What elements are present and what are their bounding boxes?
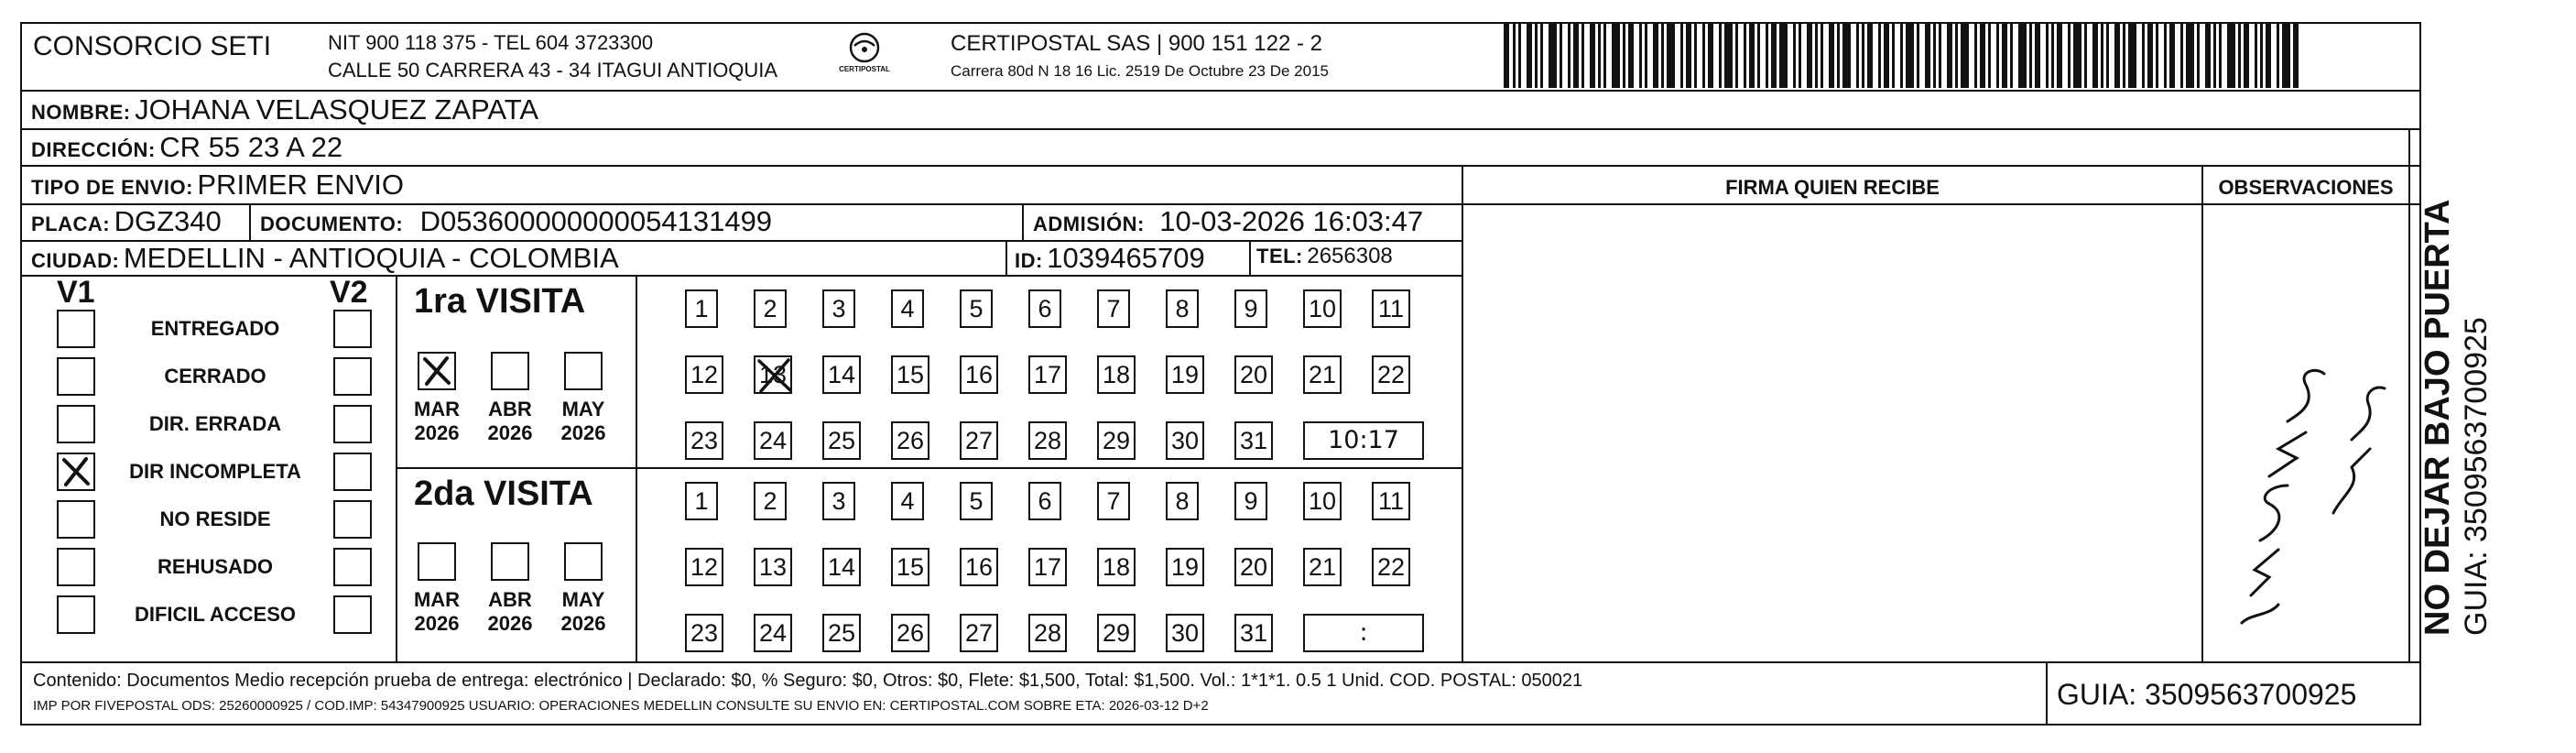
day-15-box[interactable]: 15 [891,355,929,394]
day-21-box[interactable]: 21 [1303,548,1342,586]
admision-label: ADMISIÓN: [1033,213,1145,235]
month-label [553,398,614,445]
day-6-box[interactable]: 6 [1028,289,1061,328]
observations-header: OBSERVACIONES [2218,176,2394,199]
day-25-box[interactable]: 25 [822,614,861,652]
ciudad-label: CIUDAD: [31,249,120,272]
month-checkbox[interactable] [564,542,603,581]
day-31-box[interactable]: 31 [1234,614,1273,652]
month-checkbox[interactable] [418,352,456,390]
day-22-box[interactable]: 22 [1372,548,1410,586]
v2-checkbox[interactable] [333,405,372,443]
admision-value: 10-03-2026 16:03:47 [1159,205,1424,237]
status-label: NO RESIDE [159,507,271,530]
footer-contenido: Contenido: Documentos Medio recepción prueba de entrega: electrónico | Declarado: $0, % Seguro: $0, Otros: $0, Flete: $1,500, Total: $1,500. Vol.: 1*1*1. 0.5 1 Unid. COD. POSTAL: 050021 [33,671,1583,691]
footer-imp: IMP POR FIVEPOSTAL ODS: 25260000925 / COD.IMP: 54347900925 USUARIO: OPERACIONES MEDELLIN CONSULTE SU ENVIO EN: CERTIPOSTAL.COM SOBRE ETA: 2026-03-12 D+2 [33,698,1209,714]
day-17-box[interactable]: 17 [1028,355,1067,394]
v2-label: V2 [330,275,368,310]
placa-field [31,205,222,238]
month-year: 2026 [487,612,533,635]
v2-checkbox[interactable] [333,357,372,396]
day-28-box[interactable]: 28 [1028,421,1067,460]
month-checkbox[interactable] [564,352,603,390]
day-3-box[interactable]: 3 [822,482,855,520]
v1-checkbox[interactable] [57,310,95,348]
placa-label: PLACA: [31,213,111,235]
day-5-box[interactable]: 5 [960,289,993,328]
status-label: DIFICIL ACCESO [134,603,296,626]
header-divider [20,90,2421,92]
tel-field [1256,244,1393,269]
checked-x-icon [59,454,93,489]
documento-field [260,205,772,238]
v1-checkbox[interactable] [57,357,95,396]
month-name: MAY [561,398,605,420]
nombre-field [31,93,538,126]
day-20-box[interactable]: 20 [1234,355,1273,394]
v2-checkbox[interactable] [333,500,372,539]
day-4-box[interactable]: 4 [891,482,924,520]
side-column-divider [2408,128,2410,663]
barcode [1504,24,2419,88]
day-20-box[interactable]: 20 [1234,548,1273,586]
day-24-box[interactable]: 24 [754,421,792,460]
v1-checkbox[interactable] [57,453,95,491]
day-27-box[interactable]: 27 [960,614,998,652]
side-title: NO DEJAR BAJO PUERTA [2418,199,2457,636]
day-10-box[interactable]: 10 [1303,289,1342,328]
v1-checkbox[interactable] [57,405,95,443]
visit1-title: 1ra VISITA [414,282,586,321]
day-26-box[interactable]: 26 [891,614,929,652]
day-31-box[interactable]: 31 [1234,421,1273,460]
nombre-label: NOMBRE: [31,101,131,124]
day-11-box[interactable]: 11 [1372,289,1410,328]
documento-value: D053600000000054131499 [419,205,773,237]
day-12-box[interactable]: 12 [685,355,723,394]
observations-column-divider [2201,165,2203,663]
v1-checkbox[interactable] [57,595,95,634]
day-8-box[interactable]: 8 [1166,289,1199,328]
tipo-envio-label: TIPO DE ENVIO: [31,176,193,199]
day-11-box[interactable]: 11 [1372,482,1410,520]
day-18-box[interactable]: 18 [1097,355,1136,394]
month-name: MAR [413,398,461,420]
tel-label: TEL: [1256,245,1303,267]
company-name: CONSORCIO SETI [33,31,272,61]
month-year: 2026 [487,421,533,444]
v2-checkbox[interactable] [333,453,372,491]
month-name: ABR [488,398,532,420]
month-label [407,588,467,636]
month-year: 2026 [414,612,460,635]
signature-column-divider [1462,165,1463,663]
day-15-box[interactable]: 15 [891,548,929,586]
day-22-box[interactable]: 22 [1372,355,1410,394]
courier-sub: Carrera 80d N 18 16 Lic. 2519 De Octubre 23 De 2015 [951,62,1329,80]
direccion-label: DIRECCIÓN: [31,138,156,161]
v1-checkbox[interactable] [57,548,95,586]
day-1-box[interactable]: 1 [685,289,718,328]
day-10-box[interactable]: 10 [1303,482,1342,520]
day-2-box[interactable]: 2 [754,289,787,328]
month-label [480,588,540,636]
month-checkbox[interactable] [418,542,456,581]
day-30-box[interactable]: 30 [1166,614,1204,652]
day-19-box[interactable]: 19 [1166,355,1204,394]
tipo-envio-value: PRIMER ENVIO [197,169,405,201]
certipostal-logo-icon [846,31,883,64]
v2-checkbox[interactable] [333,310,372,348]
month-name: MAY [561,588,605,611]
time-box[interactable]: : [1303,614,1424,652]
day-16-box[interactable]: 16 [960,548,998,586]
day-8-box[interactable]: 8 [1166,482,1199,520]
id-field [1015,242,1205,275]
nombre-value: JOHANA VELASQUEZ ZAPATA [135,93,539,126]
day-7-box[interactable]: 7 [1097,482,1130,520]
status-label: DIR. ERRADA [148,412,282,435]
day-27-box[interactable]: 27 [960,421,998,460]
day-3-box[interactable]: 3 [822,289,855,328]
month-label [480,398,540,445]
day-23-box[interactable]: 23 [685,421,723,460]
id-value: 1039465709 [1047,242,1205,274]
day-number: 13 [758,361,788,388]
day-19-box[interactable]: 19 [1166,548,1204,586]
month-label [553,588,614,636]
checked-x-icon [419,354,454,388]
tel-value: 2656308 [1307,244,1393,268]
visit2-title: 2da VISITA [414,475,593,513]
day-14-box[interactable]: 14 [822,355,861,394]
month-year: 2026 [560,612,606,635]
day-7-box[interactable]: 7 [1097,289,1130,328]
day-6-box[interactable]: 6 [1028,482,1061,520]
day-5-box[interactable]: 5 [960,482,993,520]
day-9-box[interactable]: 9 [1234,482,1267,520]
day-21-box[interactable]: 21 [1303,355,1342,394]
status-label: CERRADO [164,365,266,387]
day-29-box[interactable]: 29 [1097,614,1136,652]
day-12-box[interactable]: 12 [685,548,723,586]
day-2-box[interactable]: 2 [754,482,787,520]
time-box[interactable]: 10:17 [1303,421,1424,460]
day-23-box[interactable]: 23 [685,614,723,652]
tipo-envio-field [31,169,404,202]
day-16-box[interactable]: 16 [960,355,998,394]
day-29-box[interactable]: 29 [1097,421,1136,460]
month-checkbox[interactable] [491,352,529,390]
status-label: DIR INCOMPLETA [129,460,301,483]
side-guia: GUIA: 3509563700925 [2459,317,2494,636]
signature-header: FIRMA QUIEN RECIBE [1725,176,1940,199]
nit-line: NIT 900 118 375 - TEL 604 3723300 [328,31,654,54]
footer-divider [20,661,2421,663]
placa-value: DGZ340 [114,205,222,237]
v1-checkbox[interactable] [57,500,95,539]
handwritten-signature-icon [2214,348,2397,641]
month-year: 2026 [560,421,606,444]
handwritten-observation [2214,348,2397,641]
day-14-box[interactable]: 14 [822,548,861,586]
month-name: ABR [488,588,532,611]
month-checkbox[interactable] [491,542,529,581]
month-year: 2026 [414,421,460,444]
courier-line: CERTIPOSTAL SAS | 900 151 122 - 2 [951,31,1322,56]
day-24-box[interactable]: 24 [754,614,792,652]
day-18-box[interactable]: 18 [1097,548,1136,586]
status-label: ENTREGADO [150,317,280,340]
day-17-box[interactable]: 17 [1028,548,1067,586]
v2-checkbox[interactable] [333,595,372,634]
day-13-box[interactable] [754,355,792,394]
id-label: ID: [1015,249,1043,272]
day-25-box[interactable]: 25 [822,421,861,460]
day-30-box[interactable]: 30 [1166,421,1204,460]
status-label: REHUSADO [158,555,273,578]
side-notice [2418,123,2535,636]
v1-label: V1 [57,275,95,310]
day-4-box[interactable]: 4 [891,289,924,328]
month-label [407,398,467,445]
footer-guia: GUIA: 3509563700925 [2057,678,2357,711]
day-9-box[interactable]: 9 [1234,289,1267,328]
ciudad-value: MEDELLIN - ANTIOQUIA - COLOMBIA [123,242,619,274]
day-26-box[interactable]: 26 [891,421,929,460]
address-line: CALLE 50 CARRERA 43 - 34 ITAGUI ANTIOQUIA [328,59,778,82]
documento-label: DOCUMENTO: [260,213,404,235]
direccion-value: CR 55 23 A 22 [159,131,343,163]
direccion-field [31,131,342,164]
day-28-box[interactable]: 28 [1028,614,1067,652]
day-13-box[interactable]: 13 [754,548,792,586]
admision-field [1033,205,1423,238]
v2-checkbox[interactable] [333,548,372,586]
checked-x-icon [755,357,794,403]
logo-caption: CERTIPOSTAL [839,65,890,73]
day-1-box[interactable]: 1 [685,482,718,520]
month-name: MAR [413,588,461,611]
ciudad-field [31,242,619,275]
certipostal-logo [835,31,894,81]
